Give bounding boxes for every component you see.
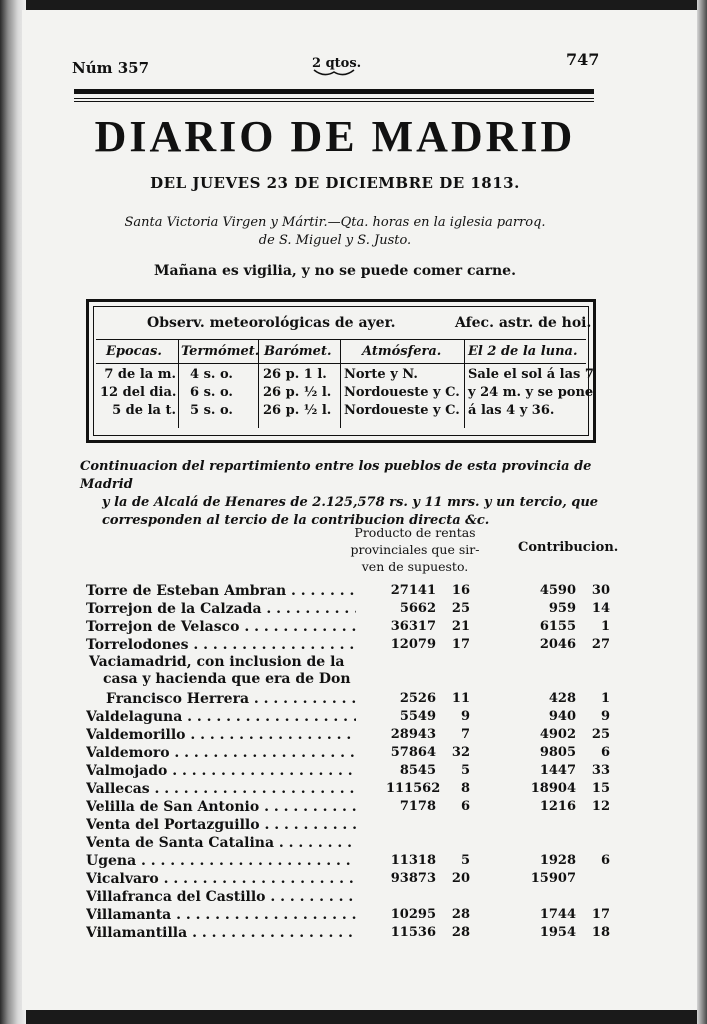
contribution-fraction: 9 xyxy=(600,709,610,724)
town-name-continued: Francisco Herrera . . . xyxy=(86,690,356,708)
product-fraction: 25 xyxy=(451,601,470,616)
contribution-fraction: 15 xyxy=(591,781,610,796)
product-value: 10295 xyxy=(390,907,436,922)
product-value: 8545 xyxy=(399,763,436,778)
weather-cell: Nordoueste y C. xyxy=(344,385,460,400)
table-row xyxy=(86,834,626,852)
table-row xyxy=(86,708,626,726)
town-name: Torre de Esteban Ambran . . . xyxy=(86,582,356,600)
contribution-value: 1447 xyxy=(539,763,576,778)
report-line: Continuacion del repartimiento entre los pueblos de esta provincia de Madrid xyxy=(80,459,592,492)
weather-cell: Nordoueste y C. xyxy=(344,403,460,418)
product-fraction: 28 xyxy=(451,907,470,922)
weather-column-rule xyxy=(464,340,465,428)
contribution-value: 1744 xyxy=(539,907,576,922)
town-name: Torrejon de la Calzada . . . xyxy=(86,600,356,618)
weather-divider xyxy=(96,363,586,364)
price: 2 qtos. xyxy=(312,56,362,71)
product-value: 5662 xyxy=(399,601,436,616)
town-name: Torrejon de Velasco . . . xyxy=(86,618,356,636)
contribution-value: 4590 xyxy=(539,583,576,598)
product-fraction: 16 xyxy=(451,583,470,598)
contribution-value: 940 xyxy=(548,709,576,724)
weather-termometro xyxy=(190,366,233,420)
town-name: Valdemoro . . . xyxy=(86,744,356,762)
product-value: 27141 xyxy=(390,583,436,598)
product-fraction: 9 xyxy=(460,709,470,724)
table-row xyxy=(86,726,626,744)
table-row xyxy=(86,780,626,798)
contribution-fraction: 1 xyxy=(600,619,610,634)
weather-cell: 26 p. 1 l. xyxy=(263,367,327,382)
product-fraction: 5 xyxy=(460,763,470,778)
town-name: Villafranca del Castillo . . . xyxy=(86,888,356,906)
contribution-value: 18904 xyxy=(530,781,576,796)
table-row xyxy=(86,744,626,762)
weather-column-rule xyxy=(178,340,179,428)
table-row xyxy=(86,888,626,906)
contribution-fraction: 18 xyxy=(591,925,610,940)
town-name: Venta del Portazguillo . . . xyxy=(86,816,356,834)
issue-number: Núm 357 xyxy=(72,59,150,77)
product-fraction: 8 xyxy=(460,781,470,796)
contribution-fraction: 30 xyxy=(591,583,610,598)
issue-date: DEL JUEVES 23 DE DICIEMBRE DE 1813. xyxy=(150,174,520,192)
product-header-line: Producto de rentas xyxy=(354,525,476,540)
weather-cell: 4 s. o. xyxy=(190,367,233,382)
table-row xyxy=(86,924,626,942)
table-row xyxy=(86,618,626,636)
contribution-fraction: 27 xyxy=(591,637,610,652)
town-name: Ugena . . . xyxy=(86,852,356,870)
column-header-termometro: Termómet. xyxy=(181,344,260,359)
column-header-barometro: Barómet. xyxy=(264,344,332,359)
product-fraction: 21 xyxy=(451,619,470,634)
contribution-fraction: 33 xyxy=(591,763,610,778)
contribution-fraction: 6 xyxy=(600,853,610,868)
product-header-line: ven de supuesto. xyxy=(361,559,469,574)
product-fraction: 5 xyxy=(460,853,470,868)
town-name: Vaciamadrid, con inclusion de la xyxy=(89,654,345,670)
table-row xyxy=(86,906,626,924)
product-header-line: provinciales que sir- xyxy=(350,542,480,557)
astro-sun-times xyxy=(468,366,594,420)
page-number: 747 xyxy=(566,50,600,69)
astro-line: á las 4 y 36. xyxy=(468,403,555,418)
weather-cell: 12 del dia. xyxy=(100,385,177,400)
contribution-fraction: 25 xyxy=(591,727,610,742)
product-fraction: 11 xyxy=(451,691,470,706)
product-value: 12079 xyxy=(390,637,436,652)
town-name: Valmojado . . . xyxy=(86,762,356,780)
product-fraction: 7 xyxy=(460,727,470,742)
contribution-value: 1928 xyxy=(539,853,576,868)
astro-line: y 24 m. y se pone xyxy=(468,385,594,400)
product-value: 5549 xyxy=(399,709,436,724)
contribution-fraction: 12 xyxy=(591,799,610,814)
vigil-notice: Mañana es vigilia, y no se puede comer carne. xyxy=(154,263,516,279)
saints-line: de S. Miguel y S. Justo. xyxy=(258,233,412,248)
column-header-atmosfera: Atmósfera. xyxy=(362,344,442,359)
table-row xyxy=(86,690,626,708)
weather-cell: Norte y N. xyxy=(344,367,418,382)
product-value: 36317 xyxy=(390,619,436,634)
town-name: Venta de Santa Catalina . . . xyxy=(86,834,356,852)
product-value: 7178 xyxy=(399,799,436,814)
product-fraction: 32 xyxy=(451,745,470,760)
weather-cell: 6 s. o. xyxy=(190,385,233,400)
header-rule xyxy=(74,89,594,94)
weather-divider xyxy=(96,339,586,340)
table-row xyxy=(86,636,626,654)
weather-cell: 26 p. ½ l. xyxy=(263,403,332,418)
page-edge xyxy=(697,0,707,1024)
contribution-fraction: 6 xyxy=(600,745,610,760)
town-name: Valdelaguna . . . xyxy=(86,708,356,726)
town-name: Villamantilla . . . xyxy=(86,924,356,942)
town-name: Torrelodones . . . xyxy=(86,636,356,654)
town-name-continued: casa y hacienda que era de Don xyxy=(103,671,351,687)
product-column-header xyxy=(340,524,490,575)
saints-of-day xyxy=(90,214,580,250)
table-row xyxy=(86,852,626,870)
table-row xyxy=(86,582,626,600)
flourish-ornament xyxy=(312,66,356,80)
table-row xyxy=(86,870,626,888)
report-heading xyxy=(80,458,610,530)
contribution-fraction: 1 xyxy=(600,691,610,706)
contribution-value: 1216 xyxy=(539,799,576,814)
header-rule-thin xyxy=(74,101,594,102)
town-name: Vallecas . . . xyxy=(86,780,356,798)
report-line: y la de Alcalá de Henares de 2.125,578 rs. y 11 mrs. y un tercio, que xyxy=(102,495,599,510)
masthead-title: DIARIO DE MADRID xyxy=(94,112,576,161)
contribution-value: 9805 xyxy=(539,745,576,760)
weather-cell: 7 de la m. xyxy=(104,367,176,382)
town-name: Villamanta . . . xyxy=(86,906,356,924)
town-name: Valdemorillo . . . xyxy=(86,726,356,744)
vaciamadrid-entry xyxy=(89,654,359,688)
contribution-value: 6155 xyxy=(539,619,576,634)
contribution-fraction: 17 xyxy=(591,907,610,922)
product-value: 11318 xyxy=(390,853,436,868)
weather-cell: 26 p. ½ l. xyxy=(263,385,332,400)
header-rule-thin xyxy=(74,98,594,99)
town-name: Velilla de San Antonio . . . xyxy=(86,798,356,816)
contribution-value: 959 xyxy=(548,601,576,616)
product-value: 2526 xyxy=(399,691,436,706)
contribution-value: 15907 xyxy=(530,871,576,886)
weather-atmosfera xyxy=(344,366,460,420)
table-row xyxy=(86,816,626,834)
product-value: 57864 xyxy=(390,745,436,760)
product-fraction: 28 xyxy=(451,925,470,940)
product-fraction: 6 xyxy=(460,799,470,814)
contribution-value: 428 xyxy=(548,691,576,706)
table-row xyxy=(86,798,626,816)
product-fraction: 17 xyxy=(451,637,470,652)
product-value: 11536 xyxy=(390,925,436,940)
product-fraction: 20 xyxy=(451,871,470,886)
weather-cell: 5 de la t. xyxy=(112,403,176,418)
table-row xyxy=(86,600,626,618)
weather-cell: 5 s. o. xyxy=(190,403,233,418)
contribution-value: 1954 xyxy=(539,925,576,940)
contribution-column-header: Contribucion. xyxy=(518,540,619,555)
astro-title: Afec. astr. de hoi. xyxy=(455,315,592,331)
weather-column-rule xyxy=(340,340,341,428)
product-value: 28943 xyxy=(390,727,436,742)
column-header-luna: El 2 de la luna. xyxy=(468,344,578,359)
report-line: corresponden al tercio de la contribucion directa &c. xyxy=(102,513,490,528)
table-row xyxy=(86,762,626,780)
weather-epocas xyxy=(100,366,176,420)
weather-barometro xyxy=(263,366,331,420)
contribution-value: 2046 xyxy=(539,637,576,652)
astro-line: Sale el sol á las 7 xyxy=(468,367,594,382)
weather-title: Observ. meteorológicas de ayer. xyxy=(147,315,396,331)
contribution-fraction: 14 xyxy=(591,601,610,616)
town-name: Vicalvaro . . . xyxy=(86,870,356,888)
product-value: 111562 xyxy=(386,781,441,796)
product-value: 93873 xyxy=(390,871,436,886)
column-header-epocas: Epocas. xyxy=(106,344,162,359)
saints-line: Santa Victoria Virgen y Mártir.—Qta. horas en la iglesia parroq. xyxy=(124,215,546,230)
contribution-value: 4902 xyxy=(539,727,576,742)
